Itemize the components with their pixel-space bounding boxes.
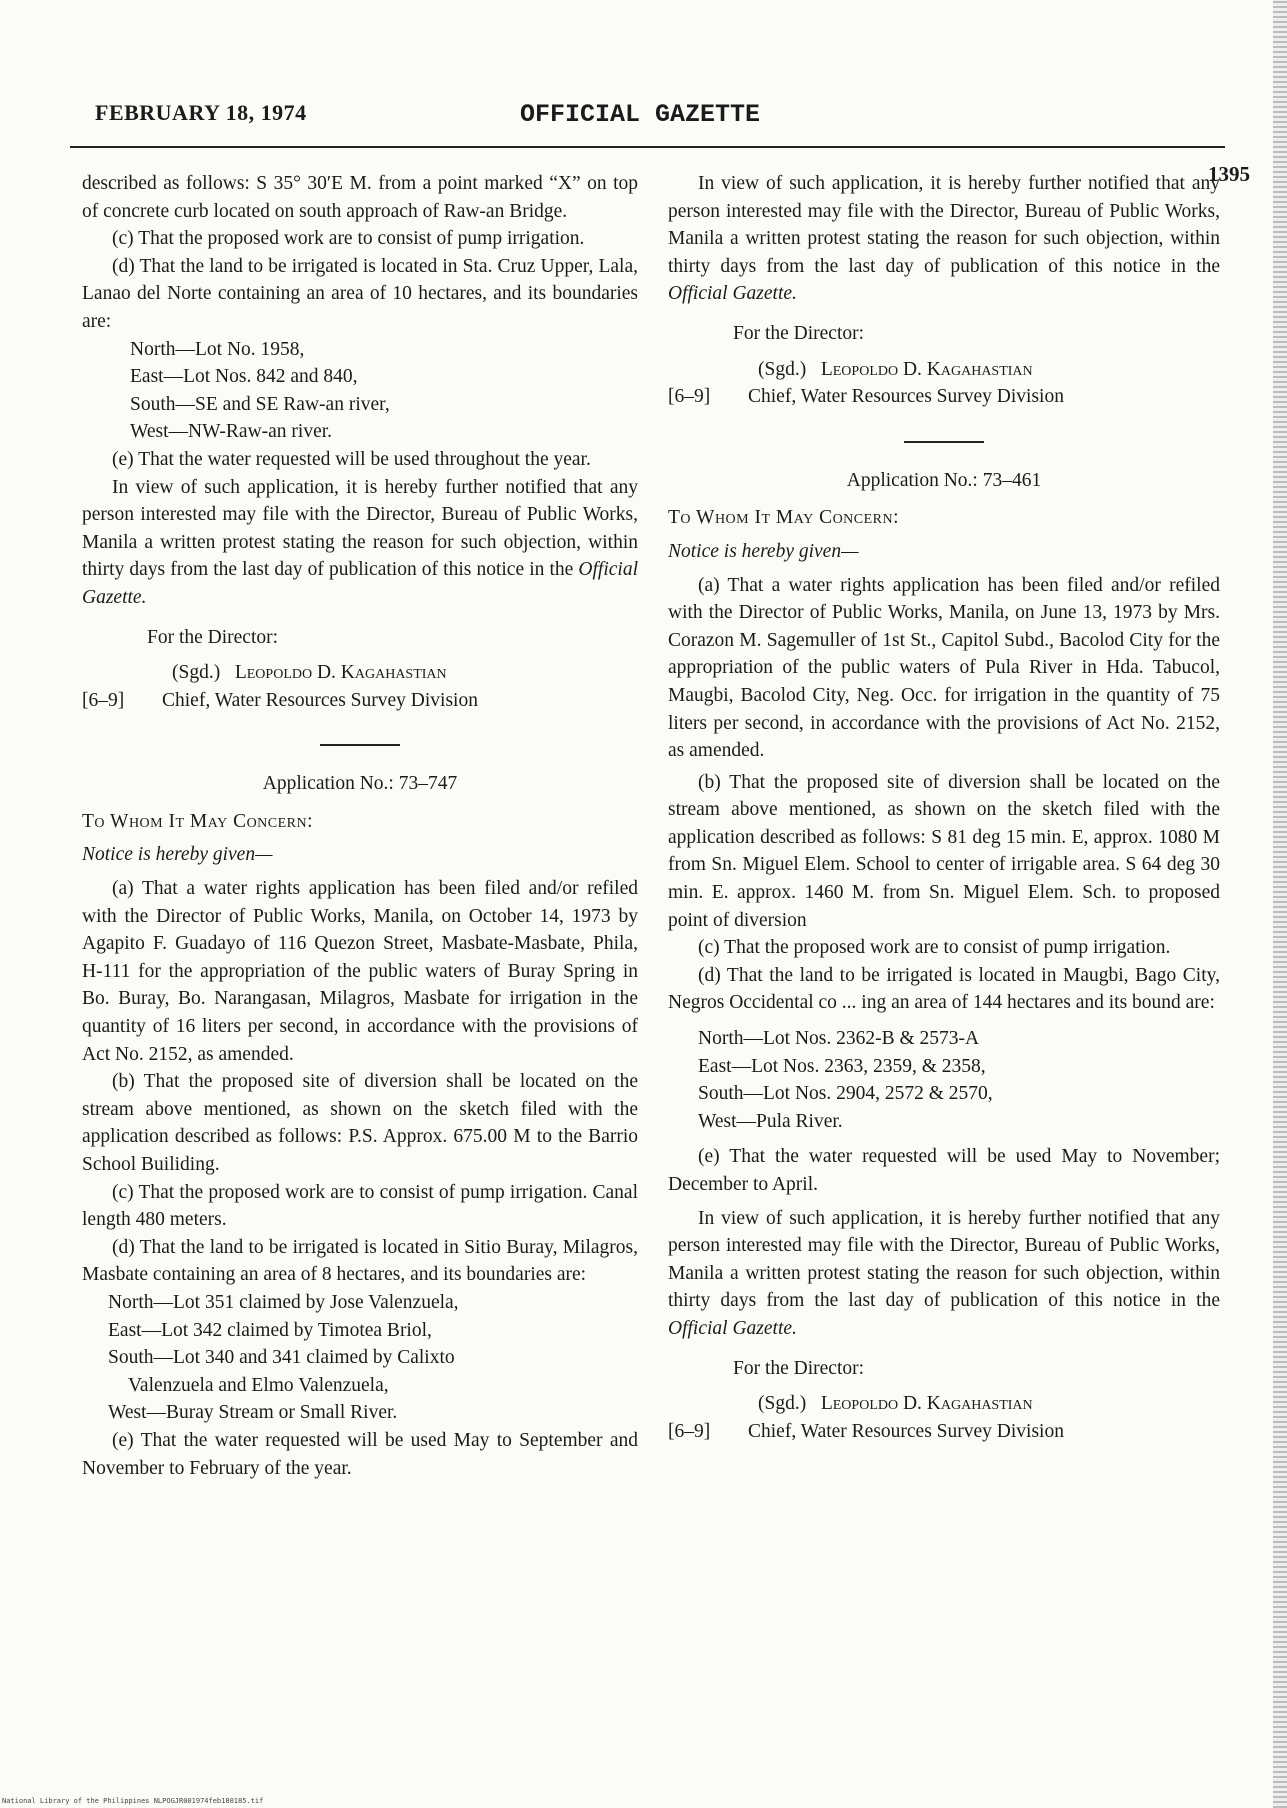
signatory-position: Chief, Water Resources Survey Division <box>748 1420 1064 1442</box>
boundaries-list <box>130 336 638 446</box>
signatory-name: Leopoldo D. Kagahastian <box>234 662 447 684</box>
paragraph-text: In view of such application, it is hereby further notified that any person interested may file with the Director, Bureau of Public Works, Manila a written protest stating the reason for such objection, within thirty days from the last day of publication of this notice in the <box>668 1207 1220 1312</box>
list-item: West—NW-Raw-an river. <box>130 421 333 443</box>
left-column <box>82 170 638 1482</box>
gazette-title: Official Gazette. <box>668 283 797 305</box>
for-director: For the Director: <box>733 1357 865 1379</box>
header-date: FEBRUARY 18, 1974 <box>95 100 307 125</box>
list-item: South—Lot 340 and 341 claimed by Calixto <box>108 1347 455 1369</box>
list-item: East—Lot Nos. 842 and 840, <box>130 366 358 388</box>
list-item: West—Pula River. <box>698 1110 843 1132</box>
notice-heading <box>668 538 1220 566</box>
application-number: Application No.: 73–461 <box>846 469 1042 491</box>
notice-heading <box>82 841 638 869</box>
list-item: Valenzuela and Elmo Valenzuela, <box>128 1374 389 1396</box>
paragraph: (d) That the land to be irrigated is located in Sta. Cruz Upper, Lala, Lanao del Norte containing an area of 10 hectares, and its boundaries are: <box>82 255 638 332</box>
paragraph: described as follows: S 35° 30′E M. from a point marked “X” on top of concrete curb located on south approach of Raw-an Bridge. <box>82 173 638 222</box>
signatory-position: Chief, Water Resources Survey Division <box>748 386 1064 408</box>
signature-block <box>668 1390 1220 1445</box>
paragraph: (c) That the proposed work are to consist of pump irrigation. <box>698 937 1171 959</box>
list-item: West—Buray Stream or Small River. <box>108 1402 398 1424</box>
for-director: For the Director: <box>147 626 279 648</box>
paragraph <box>668 170 1220 308</box>
paragraph-text: In view of such application, it is hereby further notified that any person interested may file with the Director, Bureau of Public Works, Manila a written protest stating the reason for such objection, within thirty days from the last day of publication of this notice in the <box>668 173 1220 277</box>
signature-block <box>82 659 638 714</box>
gazette-title: Official Gazette. <box>668 1317 797 1339</box>
signature-block <box>668 356 1220 411</box>
sgd-label: (Sgd.) <box>758 358 807 380</box>
list-item: East—Lot 342 claimed by Timotea Briol, <box>108 1319 432 1341</box>
header-rule <box>70 146 1225 148</box>
salutation: To Whom It May Concern: <box>82 810 314 832</box>
gazette-title: Official Gazette. <box>82 559 638 608</box>
signatory-position: Chief, Water Resources Survey Division <box>162 689 478 711</box>
paragraph: (e) That the water requested will be used May to November; December to April. <box>668 1146 1220 1195</box>
paragraph: (c) That the proposed work are to consist of pump irrigation. <box>112 228 585 250</box>
for-director: For the Director: <box>733 322 865 344</box>
divider <box>904 441 984 443</box>
issue-ref: [6–9] <box>668 386 711 408</box>
notice-text: Notice is hereby given— <box>668 540 859 562</box>
salutation: To Whom It May Concern: <box>668 507 900 529</box>
list-item: East—Lot Nos. 2363, 2359, & 2358, <box>698 1055 986 1077</box>
paragraph <box>82 474 638 612</box>
signatory-name: Leopoldo D. Kagahastian <box>820 1393 1033 1415</box>
scan-edge <box>1273 0 1287 1808</box>
issue-ref: [6–9] <box>668 1420 711 1442</box>
signatory-name: Leopoldo D. Kagahastian <box>820 358 1033 380</box>
sgd-label: (Sgd.) <box>172 662 221 684</box>
right-column <box>668 170 1220 1445</box>
paragraph <box>668 1205 1220 1343</box>
boundaries-list <box>108 1289 638 1427</box>
list-item: South—Lot Nos. 2904, 2572 & 2570, <box>698 1083 993 1105</box>
scan-footer: National Library of the Philippines NLPOGJR001974feb180185.tif <box>2 1797 264 1805</box>
list-item: South—SE and SE Raw-an river, <box>130 393 390 415</box>
list-item: North—Lot 351 claimed by Jose Valenzuela, <box>108 1291 459 1313</box>
paragraph: (c) That the proposed work are to consist of pump irrigation. Canal length 480 meters. <box>82 1181 638 1231</box>
sgd-label: (Sgd.) <box>758 1393 807 1415</box>
paragraph: (a) That a water rights application has been filed and/or refiled with the Director of Public Works, Manila, on October 14, 1973 by Agapito F. Guadayo of 116 Quezon Street, Masbate-Masbate, Phila, H-111 for the appropriation of the public waters of Buray Spring in Bo. Buray, Bo. Narangasan, Milagros, Masbate for irrigation in the quantity of 16 liters per second, in accordance with the provisions of Act No. 2152, as amended. <box>82 878 638 1065</box>
paragraph: (d) That the land to be irrigated is located in Maugbi, Bago City, Negros Occidental co ... ing an area of 144 hectares and its bound are: <box>668 964 1220 1014</box>
paragraph: (e) That the water requested will be used throughout the year. <box>112 448 591 470</box>
paragraph: (d) That the land to be irrigated is located in Sitio Buray, Milagros, Masbate containing an area of 8 hectares, and its boundaries are: <box>82 1236 638 1286</box>
application-number: Application No.: 73–747 <box>262 773 458 795</box>
notice-text: Notice is hereby given— <box>82 844 273 866</box>
paragraph: (b) That the proposed site of diversion shall be located on the stream above mentioned, as shown on the sketch filed with the application described as follows: S 81 deg 15 min. E, approx. 1080 M from Sn. Miguel Elem. School to center of irrigable area. S 64 deg 30 min. E. approx. 1460 M. from Sn. Miguel Elem. Sch. to proposed point of diversion <box>668 771 1220 931</box>
boundaries-list <box>698 1025 1220 1135</box>
paragraph-text: In view of such application, it is hereby further notified that any person interested may file with the Director, Bureau of Public Works, Manila a written protest stating the reason for such objection, within thirty days from the last day of publication of this notice in the <box>82 476 638 581</box>
paragraph: (a) That a water rights application has been filed and/or refiled with the Director of Public Works, Manila, on June 13, 1973 by Mrs. Corazon M. Sagemuller of 1st St., Capitol Subd., Bacolod City for the appropriation of the public waters of Pula River in Hda. Tabucol, Maugbi, Bacolod City, Neg. Occ. for irrigation in the quantity of 75 liters per second, in accordance with the provisions of Act No. 2152, as amended. <box>668 574 1220 762</box>
paragraph: (b) That the proposed site of diversion shall be located on the stream above mentioned, as shown on the sketch filed with the application described as follows: P.S. Approx. 675.00 M to the Barrio School Builiding. <box>82 1071 638 1175</box>
list-item: North—Lot Nos. 2362-B & 2573-A <box>698 1028 980 1050</box>
page-number: 1395 <box>1208 162 1250 186</box>
paragraph: (e) That the water requested will be used May to September and November to February of the year. <box>82 1429 638 1479</box>
list-item: North—Lot No. 1958, <box>130 338 305 360</box>
divider <box>320 744 400 746</box>
issue-ref: [6–9] <box>82 689 125 711</box>
header-title: OFFICIAL GAZETTE <box>520 100 761 129</box>
